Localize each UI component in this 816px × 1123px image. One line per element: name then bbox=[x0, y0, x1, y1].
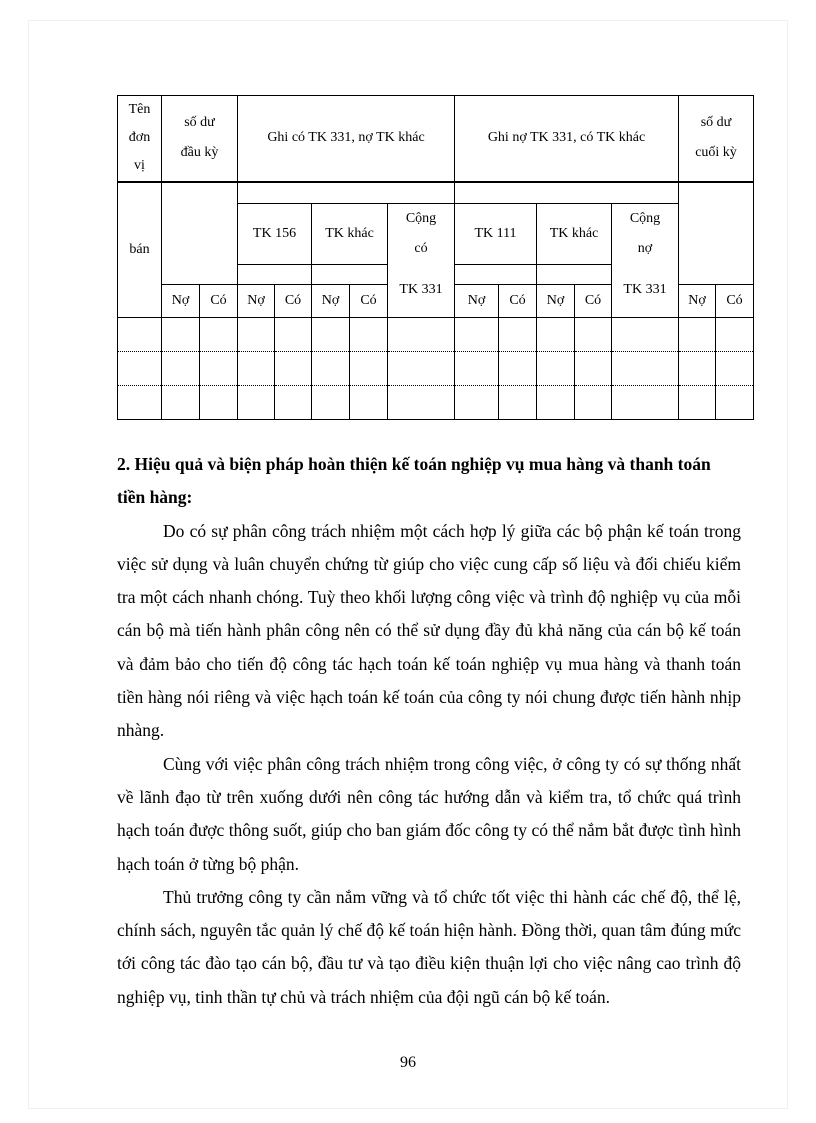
col-cong-no: Cộng nợ bbox=[612, 204, 679, 265]
cuoi-ky-co: Có bbox=[716, 284, 754, 317]
col-tk111: TK 111 bbox=[455, 204, 537, 265]
header-so-du-cuoi-ky: số dư cuối kỳ bbox=[679, 96, 754, 182]
cuoi-ky-no: Nợ bbox=[679, 284, 716, 317]
col-tk-khac-1: TK khác bbox=[312, 204, 388, 265]
dau-ky-co: Có bbox=[200, 284, 238, 317]
tk331-b: TK 331 bbox=[612, 264, 679, 317]
tk111-no: Nợ bbox=[455, 284, 499, 317]
row-label-ban: bán bbox=[118, 182, 162, 318]
col-tk-khac-2: TK khác bbox=[537, 204, 612, 265]
ghi-co-spacer bbox=[238, 182, 455, 204]
dau-ky-blank bbox=[162, 182, 238, 285]
header-ghi-no: Ghi nợ TK 331, có TK khác bbox=[455, 96, 679, 182]
ghi-no-spacer bbox=[455, 182, 679, 204]
tk111-sub bbox=[455, 264, 537, 284]
section-heading: 2. Hiệu quả và biện pháp hoàn thiện kế toán nghiệp vụ mua hàng và thanh toán tiền hàng: bbox=[117, 454, 711, 508]
tk-khac-1-sub bbox=[312, 264, 388, 284]
dau-ky-no: Nợ bbox=[162, 284, 200, 317]
col-cong-co: Cộng có bbox=[388, 204, 455, 265]
tk156-co: Có bbox=[275, 284, 312, 317]
paragraph: Cùng với việc phân công trách nhiệm trong công việc, ở công ty có sự thống nhất về lãnh đạo từ trên xuống dưới nên công tác hướng dẫn và kiểm tra, tổ chức quá trình hạch toán được thông suốt, giúp cho ban giám đốc công ty có thể nắm bắt được tình hình hạch toán ở từng bộ phận. bbox=[117, 753, 741, 874]
col-tk156: TK 156 bbox=[238, 204, 312, 265]
page-number: 96 bbox=[400, 1054, 416, 1071]
table-row bbox=[118, 317, 754, 351]
header-ghi-co: Ghi có TK 331, nợ TK khác bbox=[238, 96, 455, 182]
tk156-no: Nợ bbox=[238, 284, 275, 317]
tk-khac-2-no: Nợ bbox=[537, 284, 575, 317]
tk331-a: TK 331 bbox=[388, 264, 455, 317]
tk156-sub bbox=[238, 264, 312, 284]
header-ten-don-vi: Tên đơn vị bbox=[118, 96, 162, 182]
tk111-co: Có bbox=[499, 284, 537, 317]
paragraph: Do có sự phân công trách nhiệm một cách hợp lý giữa các bộ phận kế toán trong việc sử dụng và luân chuyển chứng từ giúp cho việc cung cấp số liệu và đối chiếu kiểm tra một cách nhanh chóng. Tuỳ theo khối lượng công việc và trình độ nghiệp vụ của mỗi cán bộ mà tiến hành phân công nên có thể sử dụng đầy đủ khả năng của cán bộ kế toán và đảm bảo cho tiến độ công tác hạch toán kế toán nghiệp vụ mua hàng và thanh toán tiền hàng nói riêng và việc hạch toán kế toán của công ty nói chung được tiến hành nhịp nhàng. bbox=[117, 520, 741, 741]
section-content bbox=[117, 448, 741, 1014]
tk-khac-2-co: Có bbox=[575, 284, 612, 317]
ledger-table bbox=[117, 95, 754, 420]
table-row bbox=[118, 351, 754, 385]
table-row bbox=[118, 385, 754, 419]
tk-khac-1-no: Nợ bbox=[312, 284, 350, 317]
tk-khac-1-co: Có bbox=[350, 284, 388, 317]
paragraph: Thủ trưởng công ty cần nắm vững và tổ chức tốt việc thi hành các chế độ, thể lệ, chính sách, nguyên tắc quản lý chế độ kế toán hiện hành. Đồng thời, quan tâm đúng mức tới công tác đào tạo cán bộ, đầu tư và tạo điều kiện thuận lợi cho việc nâng cao trình độ nghiệp vụ, tinh thần tự chủ và trách nhiệm của đội ngũ cán bộ kế toán. bbox=[117, 886, 741, 1007]
tk-khac-2-sub bbox=[537, 264, 612, 284]
header-so-du-dau-ky: số dư đầu kỳ bbox=[162, 96, 238, 182]
cuoi-ky-blank bbox=[679, 182, 754, 285]
